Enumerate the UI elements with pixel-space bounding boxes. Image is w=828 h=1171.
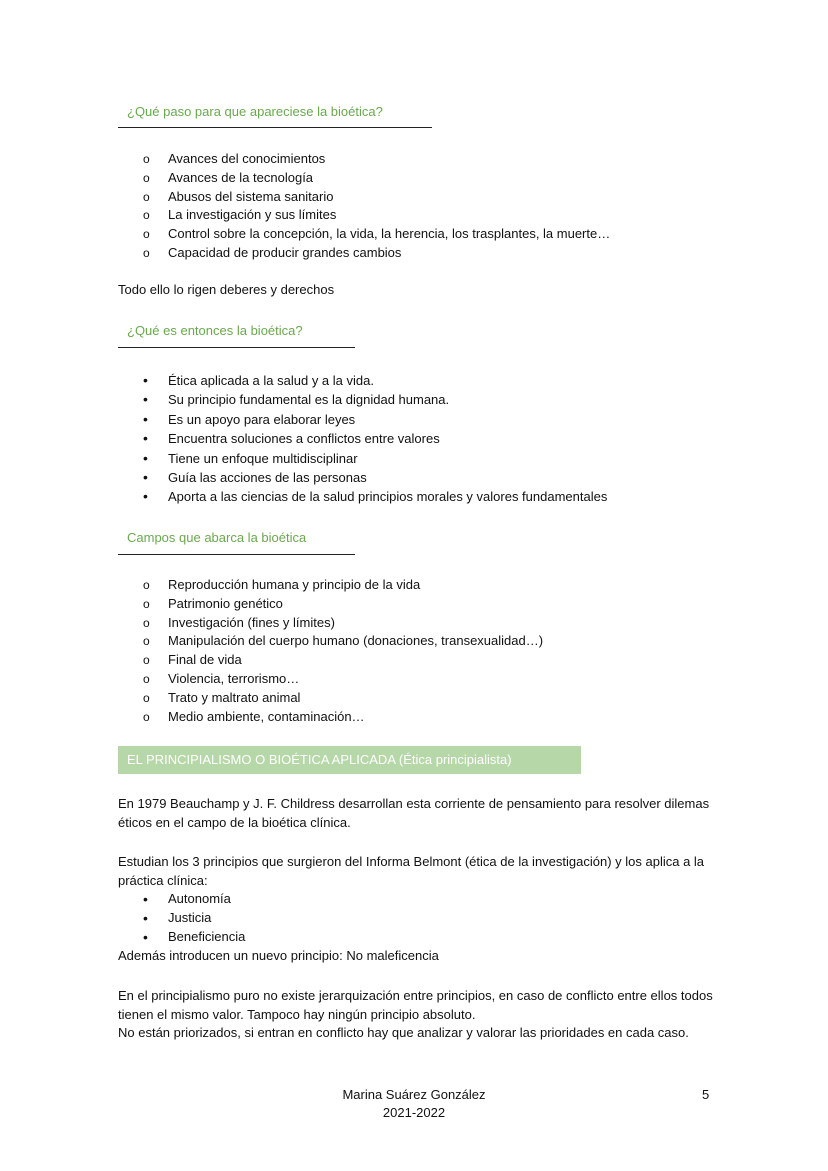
list-item: • Su principio fundamental es la dignidad humana. [142, 390, 607, 409]
origin-note: Todo ello lo rigen deberes y derechos [118, 282, 335, 297]
list-item: o Reproducción humana y principio de la vida [142, 576, 543, 595]
no-hierarchy-paragraph: En el principialismo puro no existe jerarquización entre principios, en caso de conflicto entre ellos todos tienen el mismo valor. Tampoco hay ningún principio absoluto. [118, 988, 713, 1022]
list-item: • Encuentra soluciones a conflictos entre valores [142, 429, 607, 448]
heading-underline [118, 127, 432, 128]
list-item: o Control sobre la concepción, la vida, la herencia, los trasplantes, la muerte… [142, 225, 610, 244]
list-item: o Capacidad de producir grandes cambios [142, 244, 610, 263]
heading-underline [118, 554, 355, 555]
no-priority-paragraph: No están priorizados, si entran en conflicto hay que analizar y valorar las prioridades en cada caso. [118, 1025, 689, 1040]
list-item: o Abusos del sistema sanitario [142, 188, 610, 207]
list-item: • Es un apoyo para elaborar leyes [142, 410, 607, 429]
list-item: o Patrimonio genético [142, 595, 543, 614]
section-heading-definition: ¿Qué es entonces la bioética? [127, 323, 303, 338]
list-item: o Violencia, terrorismo… [142, 670, 543, 689]
list-item: • Ética aplicada a la salud y a la vida. [142, 371, 607, 390]
list-item: o Manipulación del cuerpo humano (donaciones, transexualidad…) [142, 632, 543, 651]
principlism-intro: En 1979 Beauchamp y J. F. Childress desarrollan esta corriente de pensamiento para resolver dilemas éticos en el campo de la bioética clínica. [118, 796, 710, 830]
definition-list [142, 371, 607, 507]
section-heading-fields: Campos que abarca la bioética [127, 530, 307, 545]
list-item: • Autonomía [142, 890, 245, 909]
principlism-banner: EL PRINCIPIALISMO O BIOÉTICA APLICADA (Ética principialista) [118, 746, 581, 774]
list-item: • Beneficiencia [142, 928, 245, 947]
list-item: o Investigación (fines y límites) [142, 614, 543, 633]
footer-year: 2021-2022 [382, 1105, 446, 1120]
list-item: • Aporta a las ciencias de la salud principios morales y valores fundamentales [142, 487, 607, 506]
heading-underline [118, 347, 355, 348]
page-number: 5 [702, 1087, 710, 1102]
principlism-principles-intro: Estudian los 3 principios que surgieron del Informa Belmont (ética de la investigación) y los aplica a la práctica clínica: [118, 854, 705, 888]
list-item: o Avances del conocimientos [142, 150, 610, 169]
list-item: • Justicia [142, 909, 245, 928]
section-heading-origin: ¿Qué paso para que apareciese la bioética? [127, 104, 383, 119]
list-item: • Tiene un enfoque multidisciplinar [142, 449, 607, 468]
list-item: o Medio ambiente, contaminación… [142, 708, 543, 727]
origin-list [142, 150, 610, 263]
list-item: o Avances de la tecnología [142, 169, 610, 188]
list-item: o Trato y maltrato animal [142, 689, 543, 708]
list-item: o Final de vida [142, 651, 543, 670]
footer-author: Marina Suárez González [342, 1087, 486, 1102]
new-principle-note: Además introducen un nuevo principio: No maleficencia [118, 948, 439, 963]
list-item: o La investigación y sus límites [142, 206, 610, 225]
principles-list [142, 890, 245, 946]
list-item: • Guía las acciones de las personas [142, 468, 607, 487]
fields-list [142, 576, 543, 726]
